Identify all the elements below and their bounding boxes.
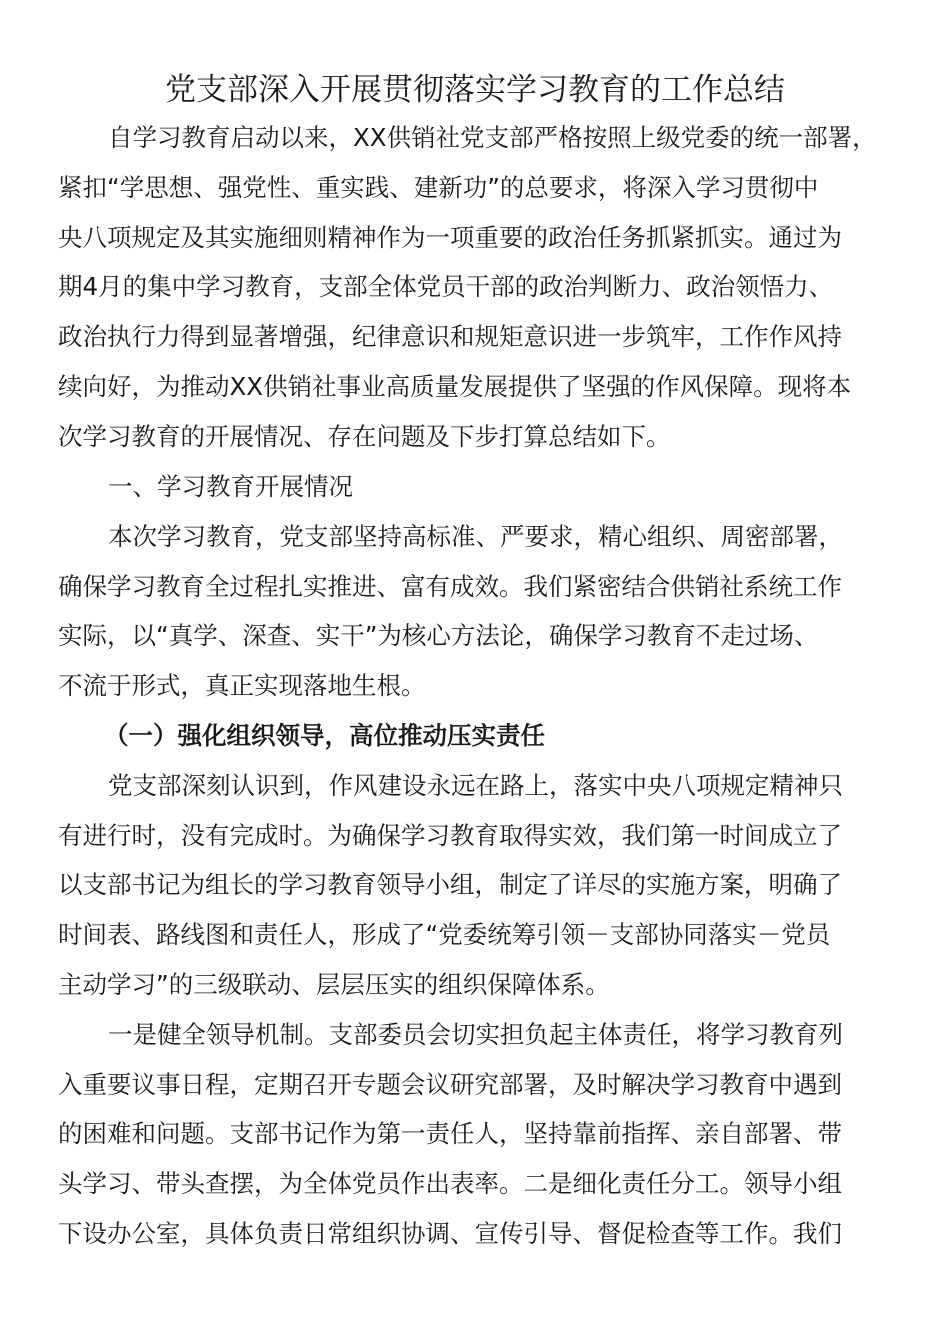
paragraph-line: 入重要议事日程，定期召开专题会议研究部署，及时解决学习教育中遇到	[58, 1070, 842, 1099]
paragraph-line: 央八项规定及其实施细则精神作为一项重要的政治任务抓紧抓实。通过为	[58, 223, 842, 252]
paragraph-line: 主动学习”的三级联动、层层压实的组织保障体系。	[58, 970, 610, 999]
paragraph-line: 期4月的集中学习教育，支部全体党员干部的政治判断力、政治领悟力、	[58, 272, 834, 301]
paragraph-line: 次学习教育的开展情况、存在问题及下步打算总结如下。	[58, 422, 671, 451]
paragraph-line: 确保学习教育全过程扎实推进、富有成效。我们紧密结合供销社系统工作	[58, 572, 842, 601]
paragraph-line: 政治执行力得到显著增强，纪律意识和规矩意识进一步筑牢，工作作风持	[58, 322, 842, 351]
subsection-heading: （一）强化组织领导，高位推动压实责任	[104, 721, 545, 750]
paragraph-line: 实际，以“真学、深查、实干”为核心方法论，确保学习教育不走过场、	[58, 621, 819, 650]
paragraph-line: 续向好，为推动XX供销社事业高质量发展提供了坚强的作风保障。现将本	[58, 372, 852, 401]
section-heading: 一、学习教育开展情况	[108, 472, 353, 501]
paragraph-line: 党支部深刻认识到，作风建设永远在路上，落实中央八项规定精神只	[108, 771, 843, 800]
paragraph-line: 自学习教育启动以来，XX供销社党支部严格按照上级党委的统一部署，	[108, 123, 877, 152]
paragraph-line: 头学习、带头查摆，为全体党员作出表率。二是细化责任分工。领导小组	[58, 1169, 842, 1198]
document-title: 党支部深入开展贯彻落实学习教育的工作总结	[165, 72, 785, 108]
paragraph-line: 时间表、路线图和责任人，形成了“党委统筹引领－支部协同落实－党员	[58, 920, 831, 949]
paragraph-line: 不流于形式，真正实现落地生根。	[58, 671, 426, 700]
paragraph-line: 紧扣“学思想、强党性、重实践、建新功”的总要求，将深入学习贯彻中	[58, 173, 819, 202]
paragraph-line: 以支部书记为组长的学习教育领导小组，制定了详尽的实施方案，明确了	[58, 870, 842, 899]
paragraph-line: 一是健全领导机制。支部委员会切实担负起主体责任，将学习教育列	[108, 1020, 843, 1049]
paragraph-line: 下设办公室，具体负责日常组织协调、宣传引导、督促检查等工作。我们	[58, 1219, 842, 1248]
paragraph-line: 本次学习教育，党支部坚持高标准、严要求，精心组织、周密部署，	[108, 522, 843, 551]
paragraph-line: 有进行时，没有完成时。为确保学习教育取得实效，我们第一时间成立了	[58, 821, 842, 850]
paragraph-line: 的困难和问题。支部书记作为第一责任人，坚持靠前指挥、亲自部署、带	[58, 1119, 842, 1148]
